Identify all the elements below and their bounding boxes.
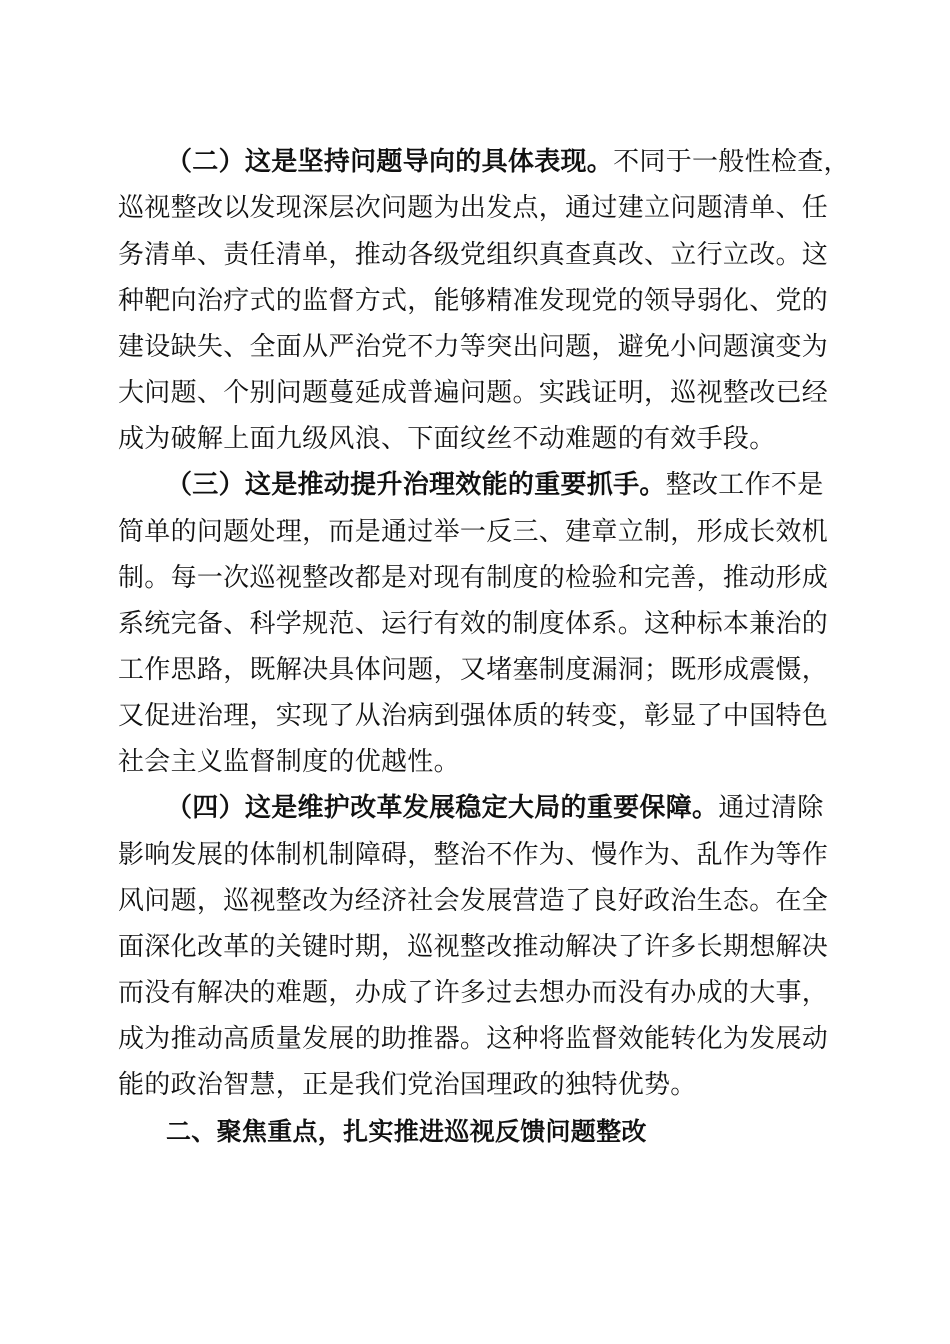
paragraph-4-line-4: 面深化改革的关键时期，巡视整改推动解决了许多长期想解决: [118, 932, 829, 962]
paragraph-4-line-1-rest: 通过清除: [718, 793, 824, 823]
paragraph-3-line-5: 工作思路，既解决具体问题，又堵塞制度漏洞；既形成震慑，: [118, 655, 829, 685]
paragraph-2-line-5: 建设缺失、全面从严治党不力等突出问题，避免小问题演变为: [118, 332, 829, 362]
paragraph-4-line-5: 而没有解决的难题，办成了许多过去想办而没有办成的大事，: [118, 978, 829, 1008]
paragraph-4-lead: （四）这是维护改革发展稳定大局的重要保障。: [166, 793, 719, 823]
paragraph-2-line-3: 务清单、责任清单，推动各级党组织真查真改、立行立改。这: [118, 240, 829, 270]
paragraph-3-line-6: 又促进治理，实现了从治病到强体质的转变，彰显了中国特色: [118, 701, 829, 731]
paragraph-2-line-1: [166, 146, 850, 178]
paragraph-3-line-1: [166, 469, 824, 501]
paragraph-2-line-6: 大问题、个别问题蔓延成普遍问题。实践证明，巡视整改已经: [118, 378, 829, 408]
paragraph-4-line-2: 影响发展的体制机制障碍，整治不作为、慢作为、乱作为等作: [118, 840, 829, 870]
section-heading: 二、聚焦重点，扎实推进巡视反馈问题整改: [166, 1117, 647, 1146]
paragraph-2-line-2: 巡视整改以发现深层次问题为出发点，通过建立问题清单、任: [118, 193, 829, 223]
paragraph-2-line-4: 种靶向治疗式的监督方式，能够精准发现党的领导弱化、党的: [118, 286, 829, 316]
paragraph-3-line-1-rest: 整改工作不是: [665, 470, 824, 500]
paragraph-4-line-1: [166, 792, 824, 824]
paragraph-3-line-2: 简单的问题处理，而是通过举一反三、建章立制，形成长效机: [118, 517, 829, 547]
paragraph-3-line-7: 社会主义监督制度的优越性。: [118, 747, 460, 777]
paragraph-4-line-7: 能的政治智慧，正是我们党治国理政的独特优势。: [118, 1070, 697, 1100]
paragraph-4-line-3: 风问题，巡视整改为经济社会发展营造了良好政治生态。在全: [118, 886, 829, 916]
paragraph-2-line-1-rest: 不同于一般性检查，: [613, 147, 850, 177]
paragraph-3-line-3: 制。每一次巡视整改都是对现有制度的检验和完善，推动形成: [118, 563, 829, 593]
paragraph-4-line-6: 成为推动高质量发展的助推器。这种将监督效能转化为发展动: [118, 1024, 829, 1054]
paragraph-2-line-7: 成为破解上面九级风浪、下面纹丝不动难题的有效手段。: [118, 424, 776, 454]
paragraph-3-lead: （三）这是推动提升治理效能的重要抓手。: [166, 470, 666, 500]
paragraph-3-line-4: 系统完备、科学规范、运行有效的制度体系。这种标本兼治的: [118, 609, 829, 639]
paragraph-2-lead: （二）这是坚持问题导向的具体表现。: [166, 147, 614, 177]
